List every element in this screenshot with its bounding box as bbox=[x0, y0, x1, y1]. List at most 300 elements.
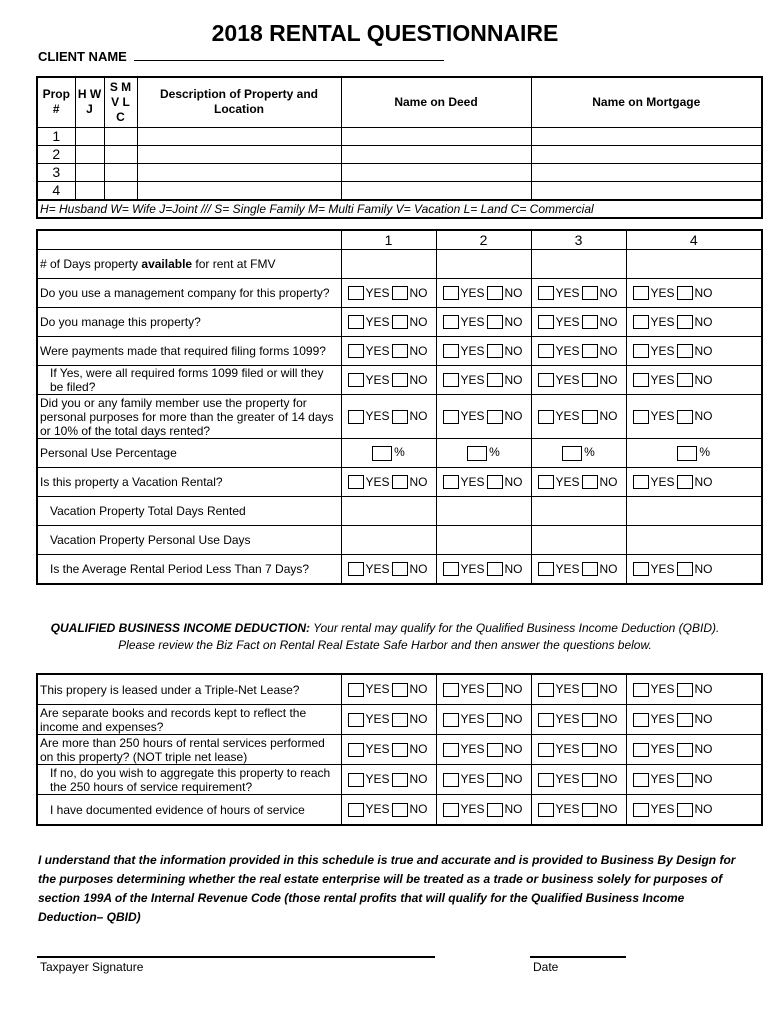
column-header: 4 bbox=[626, 230, 762, 250]
no-label: NO bbox=[409, 343, 428, 358]
no-label: NO bbox=[504, 802, 523, 817]
no-checkbox[interactable] bbox=[487, 315, 503, 329]
no-checkbox[interactable] bbox=[582, 373, 598, 387]
yes-checkbox[interactable] bbox=[633, 713, 649, 727]
yes-checkbox[interactable] bbox=[633, 803, 649, 817]
yes-checkbox[interactable] bbox=[633, 344, 649, 358]
yes-label: YES bbox=[460, 343, 485, 358]
question-label: If no, do you wish to aggregate this property to reach the 250 hours of service requirement? bbox=[37, 765, 341, 795]
no-label: NO bbox=[504, 561, 523, 576]
no-checkbox[interactable] bbox=[677, 743, 693, 757]
no-checkbox[interactable] bbox=[487, 713, 503, 727]
yes-checkbox[interactable] bbox=[538, 410, 554, 424]
no-checkbox[interactable] bbox=[677, 713, 693, 727]
yes-checkbox[interactable] bbox=[633, 373, 649, 387]
question-row bbox=[37, 395, 762, 439]
no-checkbox[interactable] bbox=[582, 315, 598, 329]
yes-checkbox[interactable] bbox=[633, 475, 649, 489]
yes-label: YES bbox=[460, 742, 485, 757]
yes-no-cell bbox=[436, 366, 531, 395]
yes-no-cell bbox=[626, 366, 762, 395]
yes-no-cell bbox=[341, 366, 436, 395]
yes-checkbox[interactable] bbox=[538, 743, 554, 757]
no-label: NO bbox=[409, 561, 428, 576]
yes-label: YES bbox=[460, 772, 485, 787]
percent-input[interactable] bbox=[372, 446, 392, 461]
question-row bbox=[37, 279, 762, 308]
yes-checkbox[interactable] bbox=[443, 713, 459, 727]
no-checkbox[interactable] bbox=[582, 344, 598, 358]
yes-no-cell bbox=[341, 555, 436, 585]
yes-label: YES bbox=[460, 712, 485, 727]
no-label: NO bbox=[599, 372, 618, 387]
no-checkbox[interactable] bbox=[677, 803, 693, 817]
question-label: Do you use a management company for this property? bbox=[37, 279, 341, 308]
question-row bbox=[37, 555, 762, 585]
yes-no-cell bbox=[341, 765, 436, 795]
no-checkbox[interactable] bbox=[487, 373, 503, 387]
answer-input[interactable] bbox=[436, 526, 531, 555]
yes-no-cell bbox=[531, 279, 626, 308]
yes-checkbox[interactable] bbox=[348, 475, 364, 489]
no-checkbox[interactable] bbox=[392, 475, 408, 489]
yes-label: YES bbox=[650, 712, 675, 727]
header-mortgage: Name on Mortgage bbox=[531, 77, 762, 127]
question-label: Did you or any family member use the property for personal purposes for more than the greater of 14 days or 10% of the total days rented? bbox=[37, 395, 341, 439]
no-label: NO bbox=[694, 314, 713, 329]
yes-no-cell bbox=[531, 765, 626, 795]
question-label: Do you manage this property? bbox=[37, 308, 341, 337]
yes-no-cell bbox=[341, 674, 436, 705]
yes-no-cell bbox=[531, 395, 626, 439]
yes-label: YES bbox=[460, 314, 485, 329]
column-header: 3 bbox=[531, 230, 626, 250]
no-label: NO bbox=[409, 682, 428, 697]
no-checkbox[interactable] bbox=[582, 803, 598, 817]
yes-no-cell bbox=[436, 308, 531, 337]
yes-label: YES bbox=[555, 682, 580, 697]
no-checkbox[interactable] bbox=[677, 315, 693, 329]
yes-no-cell bbox=[341, 337, 436, 366]
question-label: Is the Average Rental Period Less Than 7 Days? bbox=[37, 555, 341, 585]
yes-checkbox[interactable] bbox=[538, 803, 554, 817]
yes-checkbox[interactable] bbox=[443, 562, 459, 576]
answer-input[interactable] bbox=[531, 497, 626, 526]
yes-checkbox[interactable] bbox=[443, 743, 459, 757]
days-input[interactable] bbox=[341, 250, 436, 279]
yes-checkbox[interactable] bbox=[443, 475, 459, 489]
answer-input[interactable] bbox=[626, 526, 762, 555]
percent-sign: % bbox=[699, 445, 711, 460]
qbi-row bbox=[37, 674, 762, 705]
no-checkbox[interactable] bbox=[487, 773, 503, 787]
property-row bbox=[37, 163, 762, 181]
no-checkbox[interactable] bbox=[392, 286, 408, 300]
no-checkbox[interactable] bbox=[487, 344, 503, 358]
no-checkbox[interactable] bbox=[392, 743, 408, 757]
question-row bbox=[37, 366, 762, 395]
deed-cell[interactable] bbox=[341, 163, 531, 181]
question-label: If Yes, were all required forms 1099 filed or will they be filed? bbox=[37, 366, 341, 395]
client-name-line[interactable] bbox=[134, 48, 444, 61]
owner-cell[interactable] bbox=[75, 127, 104, 145]
yes-checkbox[interactable] bbox=[538, 344, 554, 358]
yes-label: YES bbox=[555, 561, 580, 576]
description-cell[interactable] bbox=[137, 145, 341, 163]
yes-no-cell bbox=[531, 735, 626, 765]
yes-no-cell bbox=[341, 395, 436, 439]
no-label: NO bbox=[409, 802, 428, 817]
yes-label: YES bbox=[650, 409, 675, 424]
form-title: 2018 RENTAL QUESTIONNAIRE bbox=[211, 20, 559, 46]
deed-cell[interactable] bbox=[341, 181, 531, 200]
yes-checkbox[interactable] bbox=[538, 713, 554, 727]
yes-checkbox[interactable] bbox=[348, 743, 364, 757]
yes-checkbox[interactable] bbox=[348, 286, 364, 300]
type-cell[interactable] bbox=[104, 127, 137, 145]
no-checkbox[interactable] bbox=[582, 713, 598, 727]
yes-checkbox[interactable] bbox=[538, 475, 554, 489]
percent-cell bbox=[436, 439, 531, 468]
no-label: NO bbox=[504, 372, 523, 387]
answer-input[interactable] bbox=[531, 526, 626, 555]
no-checkbox[interactable] bbox=[392, 562, 408, 576]
answer-input[interactable] bbox=[626, 497, 762, 526]
no-label: NO bbox=[409, 772, 428, 787]
no-label: NO bbox=[599, 802, 618, 817]
owner-cell[interactable] bbox=[75, 181, 104, 200]
yes-no-cell bbox=[341, 735, 436, 765]
no-label: NO bbox=[599, 742, 618, 757]
yes-checkbox[interactable] bbox=[538, 773, 554, 787]
owner-cell[interactable] bbox=[75, 163, 104, 181]
deed-cell[interactable] bbox=[341, 145, 531, 163]
yes-no-cell bbox=[626, 395, 762, 439]
yes-checkbox[interactable] bbox=[633, 286, 649, 300]
question-label: Personal Use Percentage bbox=[37, 439, 341, 468]
question-row bbox=[37, 526, 762, 555]
no-label: NO bbox=[694, 372, 713, 387]
no-label: NO bbox=[694, 802, 713, 817]
date-label: Date bbox=[533, 960, 559, 974]
mortgage-cell[interactable] bbox=[531, 181, 762, 200]
yes-label: YES bbox=[555, 772, 580, 787]
question-label: Are separate books and records kept to reflect the income and expenses? bbox=[37, 705, 341, 735]
yes-checkbox[interactable] bbox=[443, 773, 459, 787]
question-row bbox=[37, 250, 762, 279]
question-label: I have documented evidence of hours of service bbox=[37, 795, 341, 826]
yes-label: YES bbox=[365, 343, 390, 358]
yes-checkbox[interactable] bbox=[538, 562, 554, 576]
qbi-row bbox=[37, 795, 762, 826]
no-label: NO bbox=[694, 343, 713, 358]
yes-label: YES bbox=[555, 409, 580, 424]
no-label: NO bbox=[504, 712, 523, 727]
percent-input[interactable] bbox=[467, 446, 487, 461]
type-cell[interactable] bbox=[104, 181, 137, 200]
no-checkbox[interactable] bbox=[392, 410, 408, 424]
yes-label: YES bbox=[555, 802, 580, 817]
yes-no-cell bbox=[626, 555, 762, 585]
yes-label: YES bbox=[650, 742, 675, 757]
answer-input[interactable] bbox=[436, 497, 531, 526]
yes-checkbox[interactable] bbox=[538, 315, 554, 329]
yes-no-cell bbox=[341, 279, 436, 308]
yes-checkbox[interactable] bbox=[633, 315, 649, 329]
owner-cell[interactable] bbox=[75, 145, 104, 163]
no-checkbox[interactable] bbox=[392, 803, 408, 817]
answer-input[interactable] bbox=[341, 526, 436, 555]
yes-checkbox[interactable] bbox=[538, 286, 554, 300]
yes-no-cell bbox=[436, 705, 531, 735]
no-label: NO bbox=[504, 409, 523, 424]
yes-checkbox[interactable] bbox=[633, 683, 649, 697]
property-table bbox=[36, 76, 763, 219]
no-label: NO bbox=[409, 372, 428, 387]
description-cell[interactable] bbox=[137, 181, 341, 200]
no-label: NO bbox=[409, 409, 428, 424]
no-checkbox[interactable] bbox=[677, 286, 693, 300]
yes-checkbox[interactable] bbox=[348, 773, 364, 787]
question-label: Were payments made that required filing forms 1099? bbox=[37, 337, 341, 366]
no-label: NO bbox=[409, 712, 428, 727]
yes-checkbox[interactable] bbox=[348, 410, 364, 424]
yes-label: YES bbox=[650, 285, 675, 300]
signature-label: Taxpayer Signature bbox=[40, 960, 144, 974]
yes-label: YES bbox=[365, 474, 390, 489]
no-checkbox[interactable] bbox=[677, 562, 693, 576]
yes-label: YES bbox=[365, 314, 390, 329]
yes-no-cell bbox=[341, 705, 436, 735]
days-input[interactable] bbox=[626, 250, 762, 279]
yes-label: YES bbox=[650, 682, 675, 697]
no-label: NO bbox=[504, 314, 523, 329]
yes-no-cell bbox=[436, 555, 531, 585]
days-input[interactable] bbox=[436, 250, 531, 279]
yes-no-cell bbox=[626, 468, 762, 497]
yes-no-cell bbox=[341, 795, 436, 826]
no-checkbox[interactable] bbox=[487, 286, 503, 300]
yes-checkbox[interactable] bbox=[443, 373, 459, 387]
yes-label: YES bbox=[460, 682, 485, 697]
no-checkbox[interactable] bbox=[392, 683, 408, 697]
yes-checkbox[interactable] bbox=[348, 344, 364, 358]
question-row bbox=[37, 439, 762, 468]
header-description: Description of Property and Location bbox=[137, 77, 341, 127]
yes-no-cell bbox=[626, 674, 762, 705]
question-label: # of Days property available for rent at FMV bbox=[37, 250, 341, 279]
no-label: NO bbox=[694, 474, 713, 489]
yes-label: YES bbox=[555, 314, 580, 329]
qbi-row bbox=[37, 765, 762, 795]
property-number: 2 bbox=[37, 145, 75, 163]
no-label: NO bbox=[504, 742, 523, 757]
qbi-heading: QUALIFIED BUSINESS INCOME DEDUCTION: bbox=[50, 621, 311, 635]
no-label: NO bbox=[409, 742, 428, 757]
question-row bbox=[37, 468, 762, 497]
yes-label: YES bbox=[555, 742, 580, 757]
yes-label: YES bbox=[365, 772, 390, 787]
no-checkbox[interactable] bbox=[677, 410, 693, 424]
emphasis: available bbox=[141, 257, 193, 271]
no-checkbox[interactable] bbox=[392, 773, 408, 787]
yes-checkbox[interactable] bbox=[633, 743, 649, 757]
header-smvlc: S M V L C bbox=[104, 77, 137, 127]
no-checkbox[interactable] bbox=[392, 315, 408, 329]
no-label: NO bbox=[504, 772, 523, 787]
yes-checkbox[interactable] bbox=[443, 683, 459, 697]
no-checkbox[interactable] bbox=[677, 344, 693, 358]
mortgage-cell[interactable] bbox=[531, 163, 762, 181]
header-prop: Prop # bbox=[37, 77, 75, 127]
yes-no-cell bbox=[626, 705, 762, 735]
yes-no-cell bbox=[436, 395, 531, 439]
yes-checkbox[interactable] bbox=[443, 410, 459, 424]
yes-label: YES bbox=[460, 409, 485, 424]
yes-checkbox[interactable] bbox=[348, 803, 364, 817]
question-row bbox=[37, 337, 762, 366]
yes-label: YES bbox=[365, 372, 390, 387]
yes-label: YES bbox=[365, 712, 390, 727]
no-checkbox[interactable] bbox=[392, 373, 408, 387]
no-label: NO bbox=[409, 474, 428, 489]
yes-checkbox[interactable] bbox=[633, 562, 649, 576]
yes-label: YES bbox=[365, 285, 390, 300]
days-input[interactable] bbox=[531, 250, 626, 279]
signature-line[interactable] bbox=[37, 956, 435, 958]
question-row bbox=[37, 308, 762, 337]
header-hwj: H W J bbox=[75, 77, 104, 127]
header-deed: Name on Deed bbox=[341, 77, 531, 127]
no-checkbox[interactable] bbox=[582, 773, 598, 787]
yes-checkbox[interactable] bbox=[538, 683, 554, 697]
yes-checkbox[interactable] bbox=[443, 344, 459, 358]
yes-label: YES bbox=[650, 802, 675, 817]
answer-input[interactable] bbox=[341, 497, 436, 526]
yes-label: YES bbox=[555, 474, 580, 489]
no-label: NO bbox=[599, 343, 618, 358]
yes-label: YES bbox=[365, 802, 390, 817]
date-line[interactable] bbox=[530, 956, 626, 958]
no-checkbox[interactable] bbox=[582, 410, 598, 424]
yes-label: YES bbox=[650, 314, 675, 329]
no-checkbox[interactable] bbox=[487, 803, 503, 817]
column-header: 2 bbox=[436, 230, 531, 250]
yes-checkbox[interactable] bbox=[443, 803, 459, 817]
no-label: NO bbox=[599, 314, 618, 329]
yes-label: YES bbox=[650, 474, 675, 489]
yes-no-cell bbox=[436, 337, 531, 366]
property-number: 4 bbox=[37, 181, 75, 200]
yes-no-cell bbox=[531, 795, 626, 826]
no-checkbox[interactable] bbox=[487, 562, 503, 576]
question-label: This propery is leased under a Triple-Net Lease? bbox=[37, 674, 341, 705]
percent-input[interactable] bbox=[562, 446, 582, 461]
yes-checkbox[interactable] bbox=[348, 562, 364, 576]
type-cell[interactable] bbox=[104, 145, 137, 163]
mortgage-cell[interactable] bbox=[531, 127, 762, 145]
yes-checkbox[interactable] bbox=[348, 315, 364, 329]
question-row bbox=[37, 497, 762, 526]
no-checkbox[interactable] bbox=[487, 410, 503, 424]
no-checkbox[interactable] bbox=[392, 713, 408, 727]
yes-label: YES bbox=[365, 561, 390, 576]
percent-sign: % bbox=[489, 445, 500, 460]
yes-label: YES bbox=[365, 409, 390, 424]
deed-cell[interactable] bbox=[341, 127, 531, 145]
no-label: NO bbox=[694, 285, 713, 300]
no-checkbox[interactable] bbox=[582, 286, 598, 300]
no-label: NO bbox=[599, 561, 618, 576]
yes-checkbox[interactable] bbox=[443, 286, 459, 300]
no-label: NO bbox=[694, 561, 713, 576]
no-checkbox[interactable] bbox=[487, 475, 503, 489]
yes-no-cell bbox=[436, 795, 531, 826]
yes-label: YES bbox=[365, 742, 390, 757]
yes-label: YES bbox=[555, 372, 580, 387]
yes-no-cell bbox=[531, 705, 626, 735]
yes-no-cell bbox=[531, 674, 626, 705]
yes-no-cell bbox=[436, 735, 531, 765]
yes-checkbox[interactable] bbox=[633, 773, 649, 787]
property-row bbox=[37, 145, 762, 163]
yes-no-cell bbox=[531, 337, 626, 366]
no-checkbox[interactable] bbox=[677, 475, 693, 489]
no-checkbox[interactable] bbox=[487, 743, 503, 757]
description-cell[interactable] bbox=[137, 127, 341, 145]
yes-no-cell bbox=[626, 279, 762, 308]
property-row bbox=[37, 181, 762, 200]
percent-cell bbox=[626, 439, 762, 468]
percent-cell bbox=[341, 439, 436, 468]
yes-label: YES bbox=[460, 285, 485, 300]
no-checkbox[interactable] bbox=[392, 344, 408, 358]
yes-no-cell bbox=[626, 735, 762, 765]
qbi-note bbox=[40, 620, 730, 654]
percent-input[interactable] bbox=[677, 446, 697, 461]
no-checkbox[interactable] bbox=[677, 773, 693, 787]
no-checkbox[interactable] bbox=[677, 683, 693, 697]
no-label: NO bbox=[599, 285, 618, 300]
no-label: NO bbox=[504, 682, 523, 697]
description-cell[interactable] bbox=[137, 163, 341, 181]
no-checkbox[interactable] bbox=[582, 562, 598, 576]
yes-label: YES bbox=[365, 682, 390, 697]
yes-checkbox[interactable] bbox=[348, 373, 364, 387]
no-label: NO bbox=[694, 409, 713, 424]
no-label: NO bbox=[694, 742, 713, 757]
yes-checkbox[interactable] bbox=[443, 315, 459, 329]
no-checkbox[interactable] bbox=[582, 475, 598, 489]
yes-no-cell bbox=[531, 366, 626, 395]
yes-checkbox[interactable] bbox=[538, 373, 554, 387]
mortgage-cell[interactable] bbox=[531, 145, 762, 163]
type-cell[interactable] bbox=[104, 163, 137, 181]
yes-no-cell bbox=[341, 308, 436, 337]
property-number: 3 bbox=[37, 163, 75, 181]
yes-checkbox[interactable] bbox=[348, 683, 364, 697]
no-checkbox[interactable] bbox=[487, 683, 503, 697]
yes-checkbox[interactable] bbox=[633, 410, 649, 424]
no-checkbox[interactable] bbox=[677, 373, 693, 387]
qbi-text: Your rental may qualify for the Qualified Business Income Deduction (QBID). Please review the Biz Fact on Rental Real Estate Safe Harbor and then answer the questions below. bbox=[118, 621, 720, 652]
no-checkbox[interactable] bbox=[582, 743, 598, 757]
client-name-field[interactable] bbox=[38, 48, 444, 64]
no-checkbox[interactable] bbox=[582, 683, 598, 697]
yes-checkbox[interactable] bbox=[348, 713, 364, 727]
yes-no-cell bbox=[436, 279, 531, 308]
yes-label: YES bbox=[650, 772, 675, 787]
